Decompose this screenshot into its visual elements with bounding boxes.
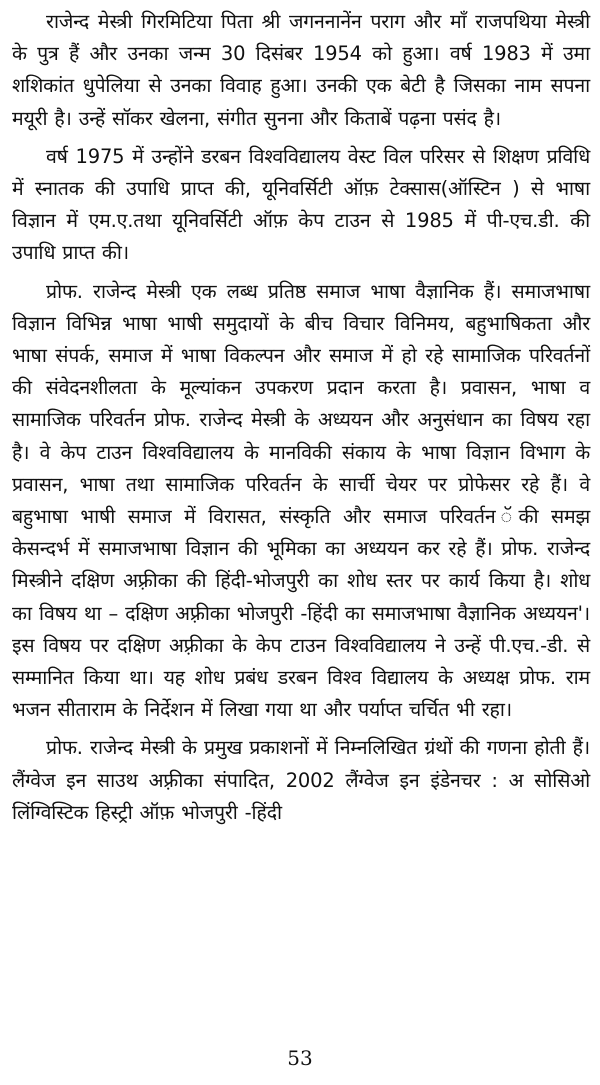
- document-page: [12, 6, 590, 1081]
- paragraph-4: प्रोफ. राजेन्द मेस्त्री के प्रमुख प्रकाशनों में निम्नलिखित ग्रंथों की गणना होती हैं। लैंग्वेज इन साउथ अफ़्रीका संपादित, 2002 लैंग्वेज इन इंडेनचर : अ सोसिओ लिंग्विस्टिक हिस्ट्री ऑफ़ भोजपुरी -हिंदी: [12, 736, 590, 824]
- paragraph-1: राजेन्द मेस्त्री गिरमिटिया पिता श्री जगननानेंन पराग और माँ राजपथिया मेस्त्री के पुत्र हैं और उनका जन्म 30 दिसंबर 1954 को हुआ। वर्ष 1983 में उमा शशिकांत धुपेलिया से उनका विवाह हुआ। उनकी एक बेटी है जिसका नाम सपना मयूरी है। उन्हें सॉकर खेलना, संगीत सुनना और किताबें पढ़ना पसंद है।: [12, 10, 590, 130]
- paragraph-3: प्रोफ. राजेन्द मेस्त्री एक लब्ध प्रतिष्ठ समाज भाषा वैज्ञानिक हैं। समाजभाषा विज्ञान विभिन्न भाषा भाषी समुदायों के बीच विचार विनिमय, बहुभाषिकता और भाषा संपर्क, समाज में भाषा विकल्पन और समाज में हो रहे सामाजिक परिवर्तनों की संवेदनशीलता के मूल्यांकन उपकरण प्रदान करता है। प्रवासन, भाषा व सामाजिक परिवर्तन प्रोफ. राजेन्द मेस्त्री के अध्ययन और अनुसंधान का विषय रहा है। वे केप टाउन विश्वविद्यालय के मानविकी संकाय के भाषा विज्ञान विभाग के प्रवासन, भाषा तथा सामाजिक परिवर्तन के सार्ची चेयर पर प्रोफेसर रहे हैं। वे बहुभाषा भाषी समाज में विरासत, संस्कृति और समाज परिवर्तन ॅकी समझ केसन्दर्भ में समाजभाषा विज्ञान की भूमिका का अध्ययन कर रहे हैं। प्रोफ. राजेन्द मिस्त्रीने दक्षिण अफ़्रीका की हिंदी-भोजपुरी का शोध स्तर पर कार्य किया है। शोध का विषय था – दक्षिण अफ़्रीका भोजपुरी -हिंदी का समाजभाषा वैज्ञानिक अध्ययन'। इस विषय पर दक्षिण अफ़्रीका के केप टाउन विश्वविद्यालय ने उन्हें पी.एच.-डी. से सम्मानित किया था। यह शोध प्रबंध डरबन विश्व विद्यालय के अध्यक्ष प्रोफ. राम भजन सीताराम के निर्देशन में लिखा गया था और पर्याप्त चर्चित भी रहा।: [12, 279, 590, 722]
- paragraph-2: वर्ष 1975 में उन्होंने डरबन विश्वविद्यालय वेस्ट विल परिसर से शिक्षण प्रविधि में स्नातक की उपाधि प्राप्त की, यूनिवर्सिटी ऑफ़ टेक्सास(ऑस्टिन ) से भाषा विज्ञान में एम.ए.तथा यूनिवर्सिटी ऑफ़ केप टाउन से 1985 में पी-एच.डी. की उपाधि प्राप्त की।: [12, 144, 590, 265]
- page-number: 53: [287, 1046, 313, 1070]
